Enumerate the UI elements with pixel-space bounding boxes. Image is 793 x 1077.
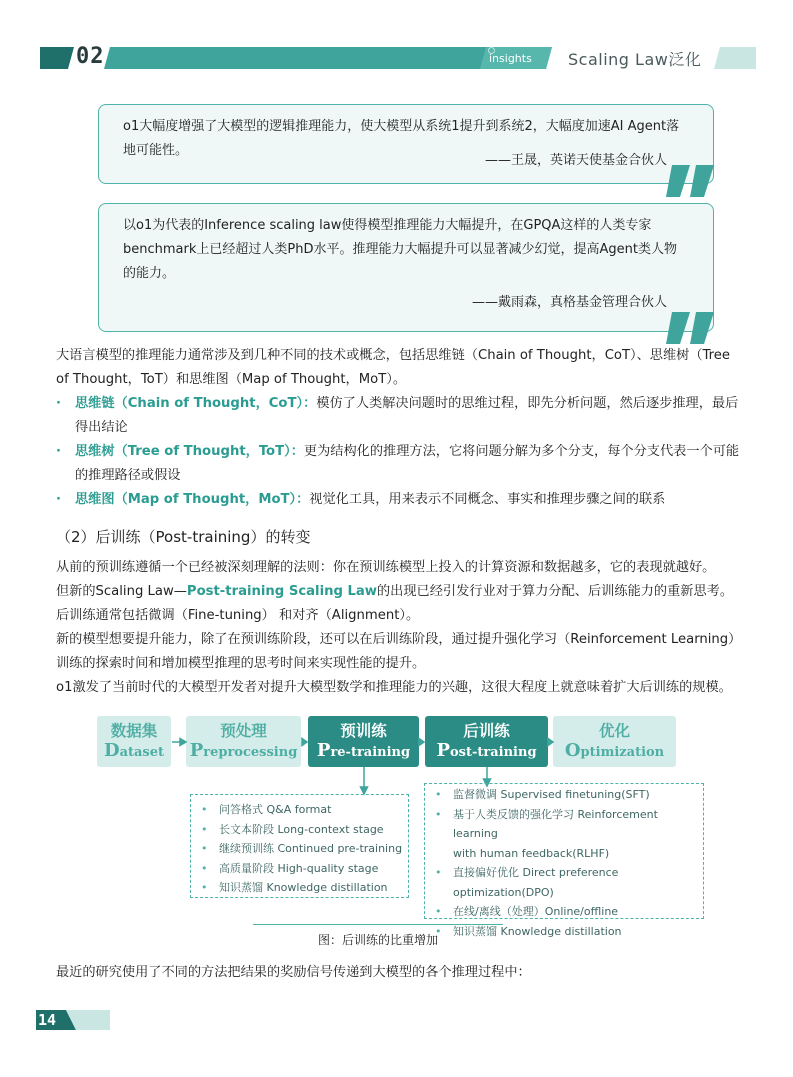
bullet-dot-icon: • — [201, 881, 208, 894]
list-item: • 继续预训练 Continued pre-training — [191, 839, 408, 859]
paragraph-2-start: 但新的Scaling Law— — [56, 584, 187, 599]
caption-divider — [253, 924, 503, 925]
bullet-desc: 视觉化工具，用来表示不同概念、事实和推理步骤之间的联系 — [309, 492, 666, 507]
insights-label: insights — [489, 52, 532, 65]
quote-text-2: 以o1为代表的Inference scaling law使得模型推理能力大幅提升，在GPQA这样的人类专家benchmark上已经超过人类PhD水平。推理能力大幅提升可以显著减少幻觉，提高Agent类人物的能力。 — [123, 218, 677, 281]
bullet-desc: 模仿了人类解决问题时的思维过程，即先分析问题，然后逐步推理，最后得出结论 — [75, 396, 739, 435]
quote-box-2 — [98, 203, 714, 332]
bullet-dot-icon: • — [435, 788, 442, 801]
stage-en: Preprocessing — [189, 740, 298, 761]
stage-zh: 预训练 — [340, 722, 387, 740]
section-title: Scaling Law泛化 — [568, 50, 702, 69]
bullet-dot-icon: • — [435, 866, 442, 879]
bullet-dot-icon: • — [435, 807, 442, 821]
posttraining-detail-box — [424, 783, 704, 938]
section-heading: （2）后训练（Post-training）的转变 — [56, 528, 311, 546]
highlight-post-training-scaling-law: Post-training Scaling Law — [186, 584, 377, 599]
quote-text-1: o1大幅度增强了大模型的逻辑推理能力，使大模型从系统1提升到系统2，大幅度加速AI Agent落地可能性。 — [123, 119, 680, 158]
paragraph-5: o1激发了当前时代的大模型开发者对提升大模型数学和推理能力的兴趣，这很大程度上就意味着扩大后训练的规模。 — [56, 680, 732, 695]
stage-en: Pre-training — [316, 740, 411, 761]
quote-box-1 — [98, 104, 714, 184]
footer-stripe — [0, 1008, 140, 1032]
bullet-dot-icon: • — [435, 924, 442, 938]
bullet-dot-icon: • — [201, 803, 208, 816]
intro-paragraph: 大语言模型的推理能力通常涉及到几种不同的技术或概念，包括思维链（Chain of Thought，CoT）、思维树（Tree of Thought，ToT）和思维图（Map of Thought，MoT）。 — [56, 348, 731, 387]
list-item: • 直接偏好优化 Direct preference optimization(DPO) — [425, 863, 703, 902]
stage-zh: 后训练 — [463, 722, 510, 740]
bullet-mot — [56, 488, 746, 512]
bullet-cot — [56, 392, 746, 440]
bullet-dot-icon: • — [201, 842, 208, 855]
stage-zh: 数据集 — [110, 722, 158, 740]
bullet-dot-icon: • — [435, 905, 442, 918]
bullet-dot-icon: · — [56, 444, 62, 459]
paragraph-2 — [56, 580, 746, 604]
bullet-term: 思维树（Tree of Thought，ToT）： — [75, 444, 304, 459]
list-item: • 在线/离线（处理）Online/offline — [425, 902, 703, 922]
list-item: • 高质量阶段 High-quality stage — [191, 859, 408, 879]
bullet-dot-icon: · — [56, 492, 62, 507]
list-item: • 知识蒸馏 Knowledge distillation — [425, 922, 703, 942]
stage-zh: 优化 — [598, 722, 630, 740]
chapter-number: 02 — [76, 44, 105, 69]
bullet-dot-icon: • — [201, 822, 208, 836]
figure-caption: 图：后训练的比重增加 — [318, 933, 439, 947]
quote-mark-icon — [666, 165, 716, 199]
bullet-tot — [56, 440, 746, 488]
stage-en: Dataset — [103, 740, 165, 761]
list-item: • 基于人类反馈的强化学习 Reinforcement learning with human feedback(RLHF) — [425, 805, 703, 864]
quote-mark-icon — [666, 312, 716, 346]
bullet-term: 思维链（Chain of Thought，CoT）： — [75, 396, 317, 411]
paragraph-1: 从前的预训练遵循一个已经被深刻理解的法则：你在预训练模型上投入的计算资源和数据越多，它的表现就越好。 — [56, 560, 716, 575]
list-item: • 知识蒸馏 Knowledge distillation — [191, 878, 408, 898]
page-number: 14 — [38, 1011, 57, 1029]
stage-en: Post-training — [436, 740, 537, 761]
closing-paragraph: 最近的研究使用了不同的方法把结果的奖励信号传递到大模型的各个推理过程中： — [56, 965, 531, 980]
list-item: • 监督微调 Supervised finetuning(SFT) — [425, 785, 703, 805]
bullet-dot-icon: · — [56, 396, 62, 411]
quote-author-2: ——戴雨森，真格基金管理合伙人 — [471, 295, 667, 310]
pretraining-detail-box — [190, 794, 409, 898]
paragraph-3: 后训练通常包括微调（Fine-tuning） 和对齐（Alignment）。 — [56, 608, 420, 623]
bullet-dot-icon: • — [201, 861, 208, 875]
stage-zh: 预处理 — [220, 722, 267, 740]
paragraph-2-end: 的出现已经引发行业对于算力分配、后训练能力的重新思考。 — [377, 584, 734, 599]
stage-en: Optimization — [564, 740, 665, 761]
paragraph-4: 新的模型想要提升能力，除了在预训练阶段，还可以在后训练阶段，通过提升强化学习（Reinforcement Learning）训练的探索时间和增加模型推理的思考时间来实现性能的提升。 — [56, 632, 742, 671]
quote-author-1: ——王晟，英诺天使基金合伙人 — [484, 153, 667, 168]
bullet-term: 思维图（Map of Thought，MoT）： — [75, 492, 310, 507]
list-item: • 问答格式 Q&A format — [191, 800, 408, 820]
bullet-desc: 更为结构化的推理方法，它将问题分解为多个分支，每个分支代表一个可能的推理路径或假设 — [75, 444, 740, 483]
list-item: • 长文本阶段 Long-context stage — [191, 820, 408, 840]
